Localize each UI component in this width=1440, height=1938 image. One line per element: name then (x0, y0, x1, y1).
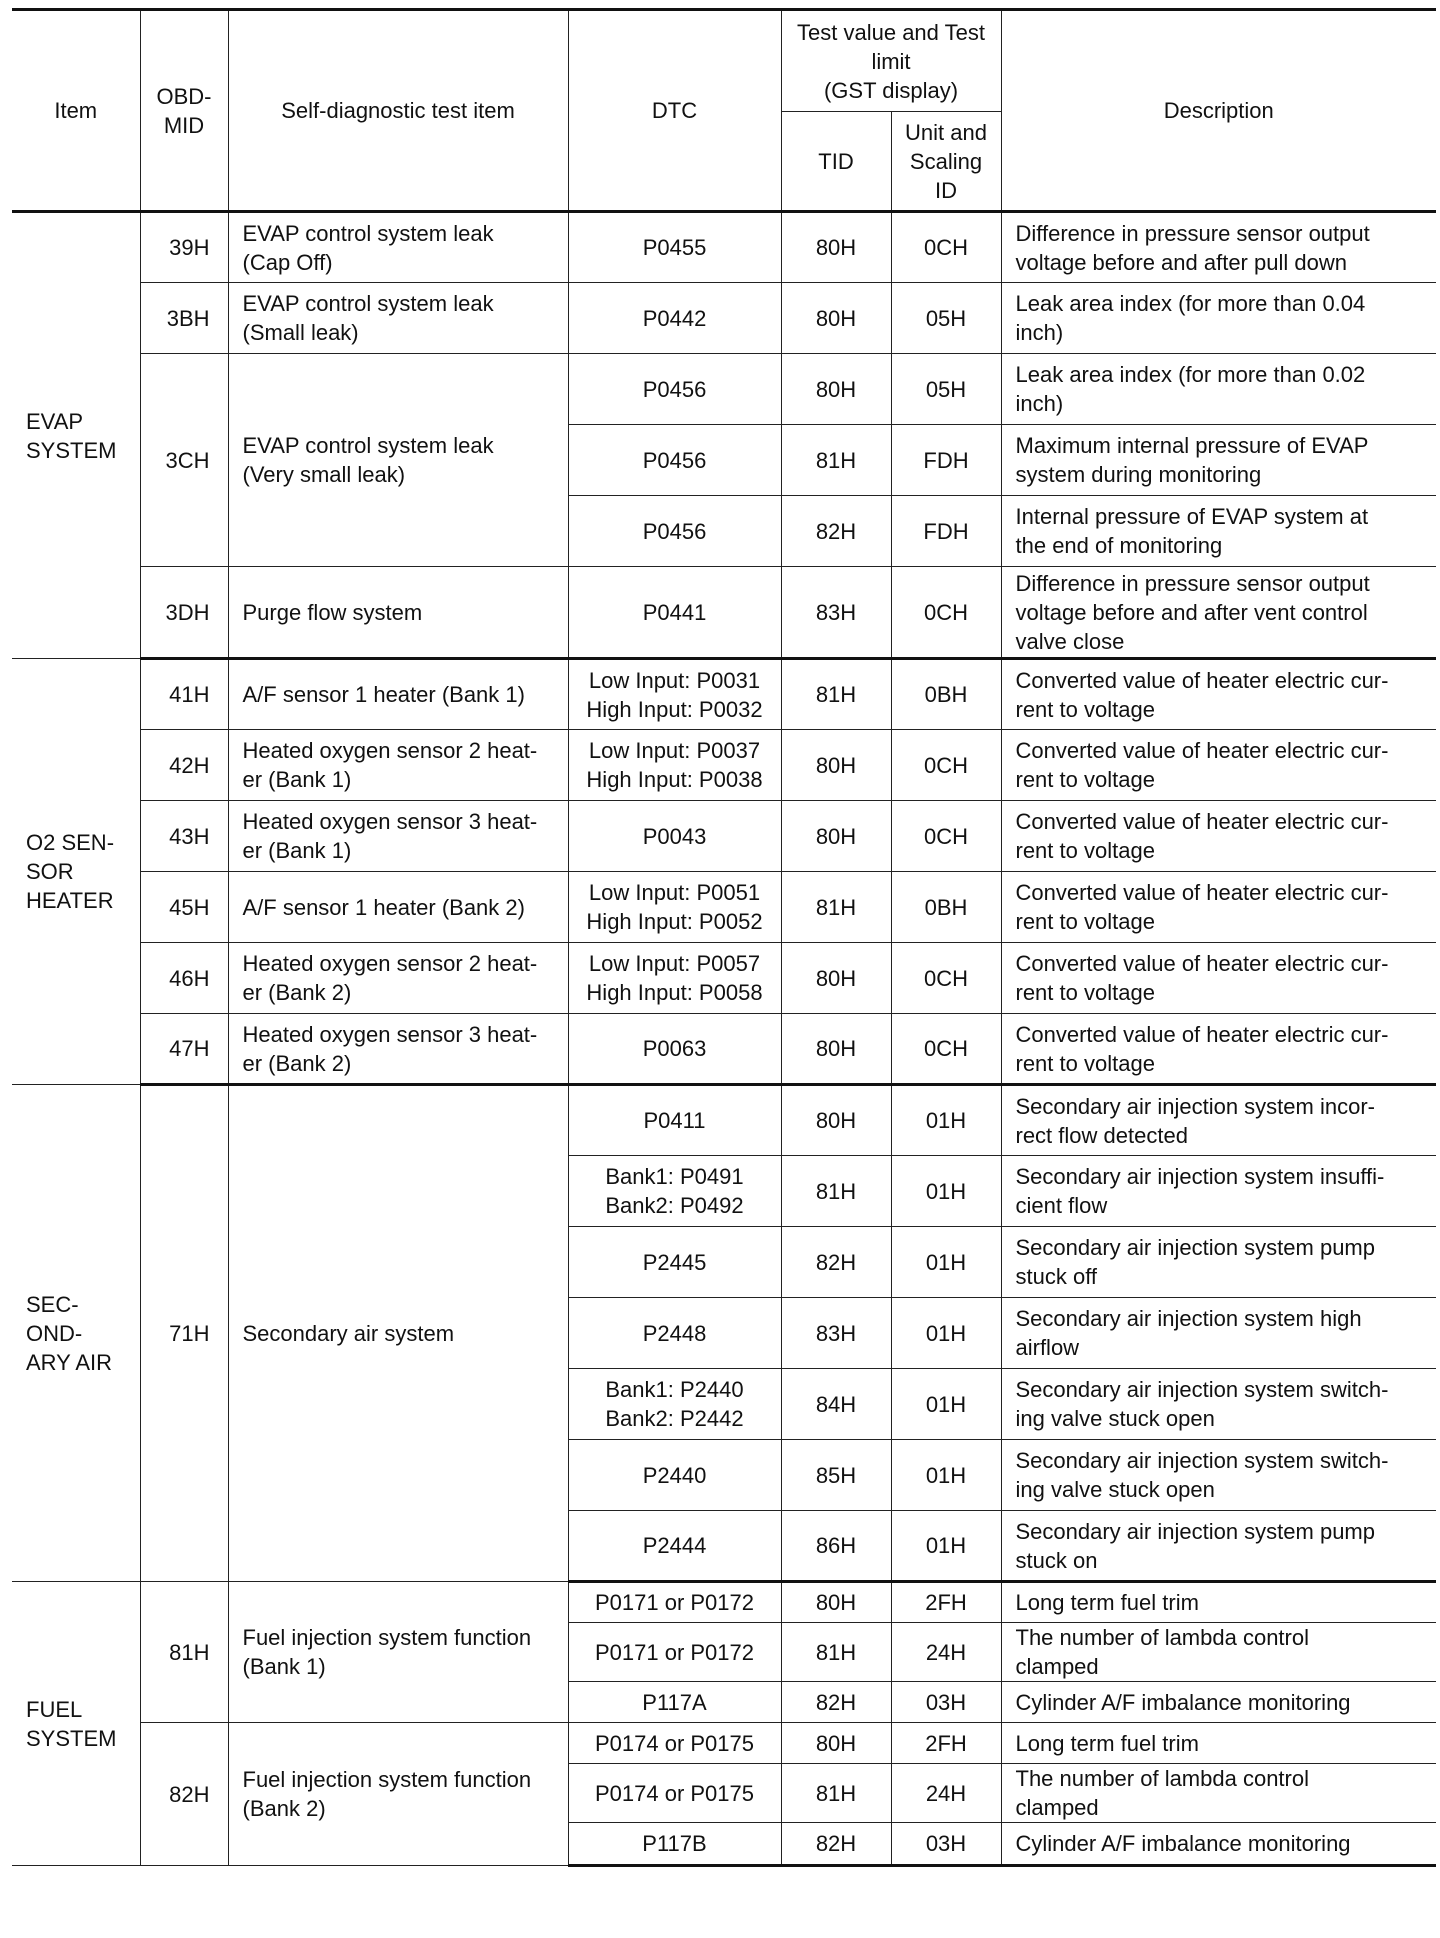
table-row (12, 1014, 1436, 1085)
unit-scaling-id-cell: 05H (891, 283, 1001, 354)
dtc-cell: P0063 (568, 1014, 781, 1085)
tid-cell: 81H (781, 872, 891, 943)
tid-cell: 80H (781, 730, 891, 801)
obd-mid-cell: 81H (140, 1582, 228, 1723)
obd-mid-cell: 42H (140, 730, 228, 801)
test-item-cell: Heated oxygen sensor 3 heat- er (Bank 1) (228, 801, 568, 872)
tid-cell: 84H (781, 1369, 891, 1440)
test-item-cell: A/F sensor 1 heater (Bank 2) (228, 872, 568, 943)
description-cell: Secondary air injection system pump stuck off (1001, 1227, 1436, 1298)
description-cell: Leak area index (for more than 0.04 inch) (1001, 283, 1436, 354)
tid-cell: 80H (781, 1085, 891, 1156)
dtc-cell: P2448 (568, 1298, 781, 1369)
dtc-cell: P0455 (568, 212, 781, 283)
tid-cell: 86H (781, 1511, 891, 1582)
unit-scaling-id-cell: 2FH (891, 1723, 1001, 1764)
test-item-cell: EVAP control system leak (Small leak) (228, 283, 568, 354)
test-item-cell: EVAP control system leak (Cap Off) (228, 212, 568, 283)
obd-mid-cell: 43H (140, 801, 228, 872)
header-tid: TID (781, 112, 891, 212)
dtc-cell: Low Input: P0031 High Input: P0032 (568, 659, 781, 730)
description-cell: Cylinder A/F imbalance monitoring (1001, 1682, 1436, 1723)
test-item-cell: A/F sensor 1 heater (Bank 1) (228, 659, 568, 730)
tid-cell: 83H (781, 567, 891, 659)
tid-cell: 82H (781, 496, 891, 567)
obd-mid-table (12, 8, 1436, 1867)
description-cell: Long term fuel trim (1001, 1582, 1436, 1623)
tid-cell: 81H (781, 1623, 891, 1682)
description-cell: Converted value of heater electric cur- rent to voltage (1001, 659, 1436, 730)
unit-scaling-id-cell: 03H (891, 1823, 1001, 1866)
tid-cell: 82H (781, 1823, 891, 1866)
description-cell: Leak area index (for more than 0.02 inch) (1001, 354, 1436, 425)
tid-cell: 80H (781, 1723, 891, 1764)
obd-mid-cell: 71H (140, 1085, 228, 1582)
description-cell: The number of lambda control clamped (1001, 1764, 1436, 1823)
header-obd-mid: OBD- MID (140, 10, 228, 212)
item-cell: EVAP SYSTEM (12, 212, 140, 659)
obd-mid-table-container (12, 8, 1436, 1867)
dtc-cell: P2440 (568, 1440, 781, 1511)
tid-cell: 82H (781, 1227, 891, 1298)
obd-mid-cell: 3CH (140, 354, 228, 567)
table-row (12, 1582, 1436, 1623)
unit-scaling-id-cell: FDH (891, 496, 1001, 567)
unit-scaling-id-cell: 0CH (891, 730, 1001, 801)
unit-scaling-id-cell: 0BH (891, 872, 1001, 943)
dtc-cell: Bank1: P2440 Bank2: P2442 (568, 1369, 781, 1440)
header-dtc: DTC (568, 10, 781, 212)
description-cell: Cylinder A/F imbalance monitoring (1001, 1823, 1436, 1866)
obd-mid-cell: 3BH (140, 283, 228, 354)
tid-cell: 81H (781, 1156, 891, 1227)
description-cell: Secondary air injection system switch- ing valve stuck open (1001, 1369, 1436, 1440)
obd-mid-cell: 47H (140, 1014, 228, 1085)
table-row (12, 212, 1436, 283)
tid-cell: 81H (781, 425, 891, 496)
test-item-cell: Purge flow system (228, 567, 568, 659)
dtc-cell: Low Input: P0057 High Input: P0058 (568, 943, 781, 1014)
description-cell: Converted value of heater electric cur- rent to voltage (1001, 730, 1436, 801)
unit-scaling-id-cell: 0CH (891, 801, 1001, 872)
unit-scaling-id-cell: 0CH (891, 1014, 1001, 1085)
description-cell: Difference in pressure sensor output voltage before and after pull down (1001, 212, 1436, 283)
table-row (12, 567, 1436, 659)
tid-cell: 83H (781, 1298, 891, 1369)
tid-cell: 81H (781, 659, 891, 730)
tid-cell: 80H (781, 801, 891, 872)
dtc-cell: P0442 (568, 283, 781, 354)
description-cell: Secondary air injection system insuffi- cient flow (1001, 1156, 1436, 1227)
unit-scaling-id-cell: 03H (891, 1682, 1001, 1723)
dtc-cell: P0456 (568, 496, 781, 567)
table-row (12, 872, 1436, 943)
description-cell: The number of lambda control clamped (1001, 1623, 1436, 1682)
unit-scaling-id-cell: 24H (891, 1623, 1001, 1682)
unit-scaling-id-cell: FDH (891, 425, 1001, 496)
tid-cell: 80H (781, 283, 891, 354)
unit-scaling-id-cell: 0CH (891, 567, 1001, 659)
unit-scaling-id-cell: 01H (891, 1227, 1001, 1298)
tid-cell: 80H (781, 943, 891, 1014)
table-header (12, 10, 1436, 212)
unit-scaling-id-cell: 01H (891, 1298, 1001, 1369)
dtc-cell: P0043 (568, 801, 781, 872)
item-cell: FUEL SYSTEM (12, 1582, 140, 1866)
unit-scaling-id-cell: 01H (891, 1369, 1001, 1440)
dtc-cell: P0441 (568, 567, 781, 659)
description-cell: Converted value of heater electric cur- rent to voltage (1001, 1014, 1436, 1085)
header-item: Item (12, 10, 140, 212)
unit-scaling-id-cell: 01H (891, 1156, 1001, 1227)
description-cell: Converted value of heater electric cur- rent to voltage (1001, 943, 1436, 1014)
dtc-cell: P2445 (568, 1227, 781, 1298)
tid-cell: 81H (781, 1764, 891, 1823)
table-row (12, 943, 1436, 1014)
obd-mid-cell: 46H (140, 943, 228, 1014)
unit-scaling-id-cell: 0CH (891, 943, 1001, 1014)
dtc-cell: P117A (568, 1682, 781, 1723)
item-cell: O2 SEN- SOR HEATER (12, 659, 140, 1085)
unit-scaling-id-cell: 01H (891, 1440, 1001, 1511)
description-cell: Secondary air injection system switch- ing valve stuck open (1001, 1440, 1436, 1511)
tid-cell: 80H (781, 212, 891, 283)
unit-scaling-id-cell: 0BH (891, 659, 1001, 730)
obd-mid-cell: 45H (140, 872, 228, 943)
dtc-cell: P0171 or P0172 (568, 1582, 781, 1623)
description-cell: Long term fuel trim (1001, 1723, 1436, 1764)
unit-scaling-id-cell: 05H (891, 354, 1001, 425)
obd-mid-cell: 3DH (140, 567, 228, 659)
dtc-cell: P117B (568, 1823, 781, 1866)
dtc-cell: P2444 (568, 1511, 781, 1582)
unit-scaling-id-cell: 01H (891, 1511, 1001, 1582)
header-description: Description (1001, 10, 1436, 212)
tid-cell: 80H (781, 1582, 891, 1623)
header-self-diagnostic-test-item: Self-diagnostic test item (228, 10, 568, 212)
dtc-cell: P0411 (568, 1085, 781, 1156)
dtc-cell: P0456 (568, 425, 781, 496)
description-cell: Secondary air injection system high airflow (1001, 1298, 1436, 1369)
table-row (12, 801, 1436, 872)
test-item-cell: Secondary air system (228, 1085, 568, 1582)
test-item-cell: EVAP control system leak (Very small leak) (228, 354, 568, 567)
dtc-cell: Bank1: P0491 Bank2: P0492 (568, 1156, 781, 1227)
unit-scaling-id-cell: 2FH (891, 1582, 1001, 1623)
tid-cell: 80H (781, 1014, 891, 1085)
table-row (12, 283, 1436, 354)
test-item-cell: Heated oxygen sensor 3 heat- er (Bank 2) (228, 1014, 568, 1085)
obd-mid-cell: 39H (140, 212, 228, 283)
description-cell: Secondary air injection system pump stuck on (1001, 1511, 1436, 1582)
description-cell: Internal pressure of EVAP system at the end of monitoring (1001, 496, 1436, 567)
test-item-cell: Fuel injection system function (Bank 2) (228, 1723, 568, 1866)
header-unit-scaling-id: Unit and Scaling ID (891, 112, 1001, 212)
description-cell: Maximum internal pressure of EVAP system during monitoring (1001, 425, 1436, 496)
header-test-value-and-limit: Test value and Test limit (GST display) (781, 10, 1001, 112)
table-row (12, 659, 1436, 730)
test-item-cell: Heated oxygen sensor 2 heat- er (Bank 1) (228, 730, 568, 801)
description-cell: Difference in pressure sensor output voltage before and after vent control valve close (1001, 567, 1436, 659)
unit-scaling-id-cell: 01H (891, 1085, 1001, 1156)
unit-scaling-id-cell: 0CH (891, 212, 1001, 283)
item-cell: SEC- OND- ARY AIR (12, 1085, 140, 1582)
dtc-cell: P0456 (568, 354, 781, 425)
table-row (12, 354, 1436, 425)
dtc-cell: P0174 or P0175 (568, 1764, 781, 1823)
test-item-cell: Heated oxygen sensor 2 heat- er (Bank 2) (228, 943, 568, 1014)
description-cell: Converted value of heater electric cur- rent to voltage (1001, 872, 1436, 943)
test-item-cell: Fuel injection system function (Bank 1) (228, 1582, 568, 1723)
dtc-cell: Low Input: P0051 High Input: P0052 (568, 872, 781, 943)
tid-cell: 80H (781, 354, 891, 425)
dtc-cell: P0174 or P0175 (568, 1723, 781, 1764)
obd-mid-cell: 41H (140, 659, 228, 730)
table-row (12, 1723, 1436, 1764)
table-body (12, 212, 1436, 1866)
table-row (12, 730, 1436, 801)
dtc-cell: Low Input: P0037 High Input: P0038 (568, 730, 781, 801)
dtc-cell: P0171 or P0172 (568, 1623, 781, 1682)
description-cell: Converted value of heater electric cur- rent to voltage (1001, 801, 1436, 872)
obd-mid-cell: 82H (140, 1723, 228, 1866)
table-row (12, 1085, 1436, 1156)
description-cell: Secondary air injection system incor- rect flow detected (1001, 1085, 1436, 1156)
tid-cell: 85H (781, 1440, 891, 1511)
unit-scaling-id-cell: 24H (891, 1764, 1001, 1823)
tid-cell: 82H (781, 1682, 891, 1723)
